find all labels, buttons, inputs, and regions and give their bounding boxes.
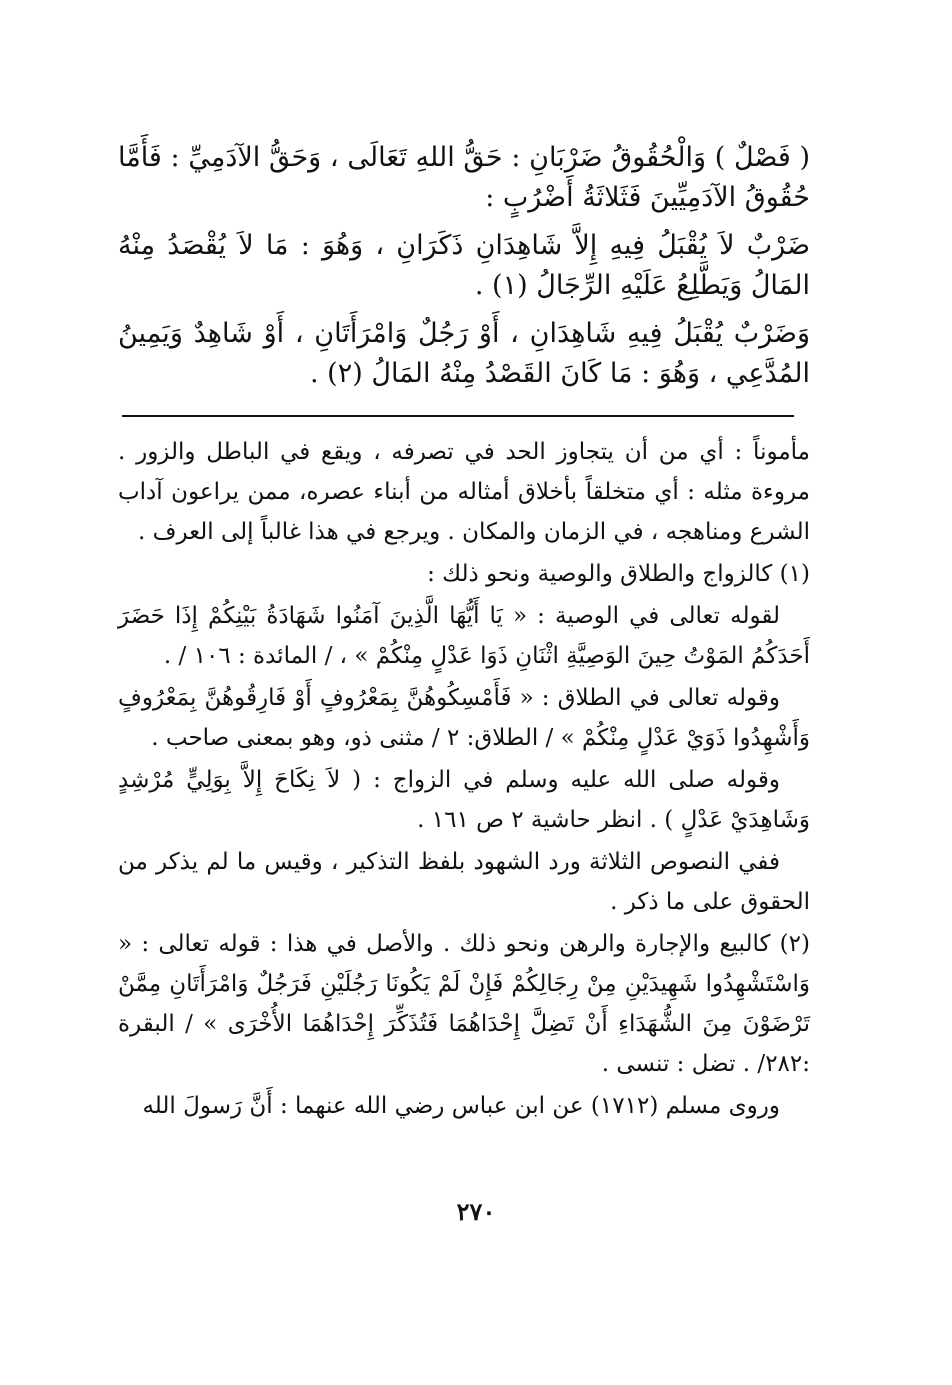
- footnote-1-conclusion: ففي النصوص الثلاثة ورد الشهود بلفظ التذكير ، وقيس ما لم يذكر من الحقوق على ما ذكر .: [118, 849, 810, 915]
- footnote-1-will-verse: لقوله تعالى في الوصية : « يَا أَيُّهَا الَّذِينَ آمَنُوا شَهَادَةُ بَيْنِكُمْ إِذَا حَضَرَ أَحَدَكُمُ المَوْتُ حِينَ الوَصِيَّةِ اثْنَانِ ذَوَا عَدْلٍ مِنْكُمْ » ، / المائدة : ١٠٦ / .: [118, 603, 810, 669]
- page-number: ٢٧٠: [456, 1197, 496, 1226]
- main-paragraph-second-type: وَضَرْبٌ يُقْبَلُ فِيهِ شَاهِدَانِ ، أَوْ رَجُلٌ وَامْرَأَتَانِ ، أَوْ شَاهِدٌ وَيَمِينُ المُدَّعِي ، وَهُوَ : مَا كَانَ القَصْدُ مِنْهُ المَالُ (٢) .: [118, 318, 810, 389]
- footnote-1-marriage-hadith: وقوله صلى الله عليه وسلم في الزواج : ( لاَ نِكَاحَ إِلاَّ بِوَلِيٍّ مُرْشِدٍ وَشَاهِدَيْ عَدْلٍ ) . انظر حاشية ٢ ص ١٦١ .: [118, 767, 810, 833]
- footnote-definitions: مأموناً : أي من أن يتجاوز الحد في تصرفه ، ويقع في الباطل والزور . مروءة مثله : أي متخلقاً بأخلاق أمثاله من أبناء عصره، ممن يراعون آداب الشرع ومناهجه ، في الزمان والمكان . ويرجع في هذا غالباً إلى العرف .: [118, 439, 810, 545]
- main-paragraph-chapter-intro: ( فَصْلٌ ) وَالْحُقُوقُ ضَرْبَانِ : حَقُّ اللهِ تَعَالَى ، وَحَقُّ الآدَمِيِّ : فَأَمَّا حُقُوقُ الآدَمِيِّينَ فَثَلاثَةُ أَضْرُبٍ :: [118, 142, 810, 213]
- main-text: [118, 138, 810, 394]
- footnotes: [118, 432, 810, 1126]
- footnote-separator: [122, 415, 794, 417]
- footnote-2-muslim-narration: وروى مسلم (١٧١٢) عن ابن عباس رضي الله عنهما : أَنَّ رَسولَ الله: [142, 1093, 780, 1119]
- footnote-2-debt-verse: (٢) كالبيع والإجارة والرهن ونحو ذلك . والأصل في هذا : قوله تعالى : « وَاسْتَشْهِدُوا شَهِيدَيْنِ مِنْ رِجَالِكُمْ فَإِنْ لَمْ يَكُونَا رَجُلَيْنِ فَرَجُلٌ وَامْرَأَتَانِ مِمَّنْ تَرْضَوْنَ مِنَ الشُّهَدَاءِ أَنْ تَضِلَّ إِحْدَاهُمَا فَتُذَكِّرَ إِحْدَاهُمَا الأُخْرَى » / البقرة :٢٨٢/ . تضل : تنسى .: [118, 931, 810, 1077]
- footnote-1-heading: (١) كالزواج والطلاق والوصية ونحو ذلك :: [427, 561, 810, 587]
- main-paragraph-first-type: ضَرْبٌ لاَ يُقْبَلُ فِيهِ إِلاَّ شَاهِدَانِ ذَكَرَانِ ، وَهُوَ : مَا لاَ يُقْصَدُ مِنْهُ المَالُ وَيَطَّلِعُ عَلَيْهِ الرِّجَالُ (١) .: [118, 230, 810, 301]
- footnote-1-divorce-verse: وقوله تعالى في الطلاق : « فَأَمْسِكُوهُنَّ بِمَعْرُوفٍ أَوْ فَارِقُوهُنَّ بِمَعْرُوفٍ وَأَشْهِدُوا ذَوَيْ عَدْلٍ مِنْكُمْ » / الطلاق: ٢ / مثنى ذو، وهو بمعنى صاحب .: [118, 685, 810, 751]
